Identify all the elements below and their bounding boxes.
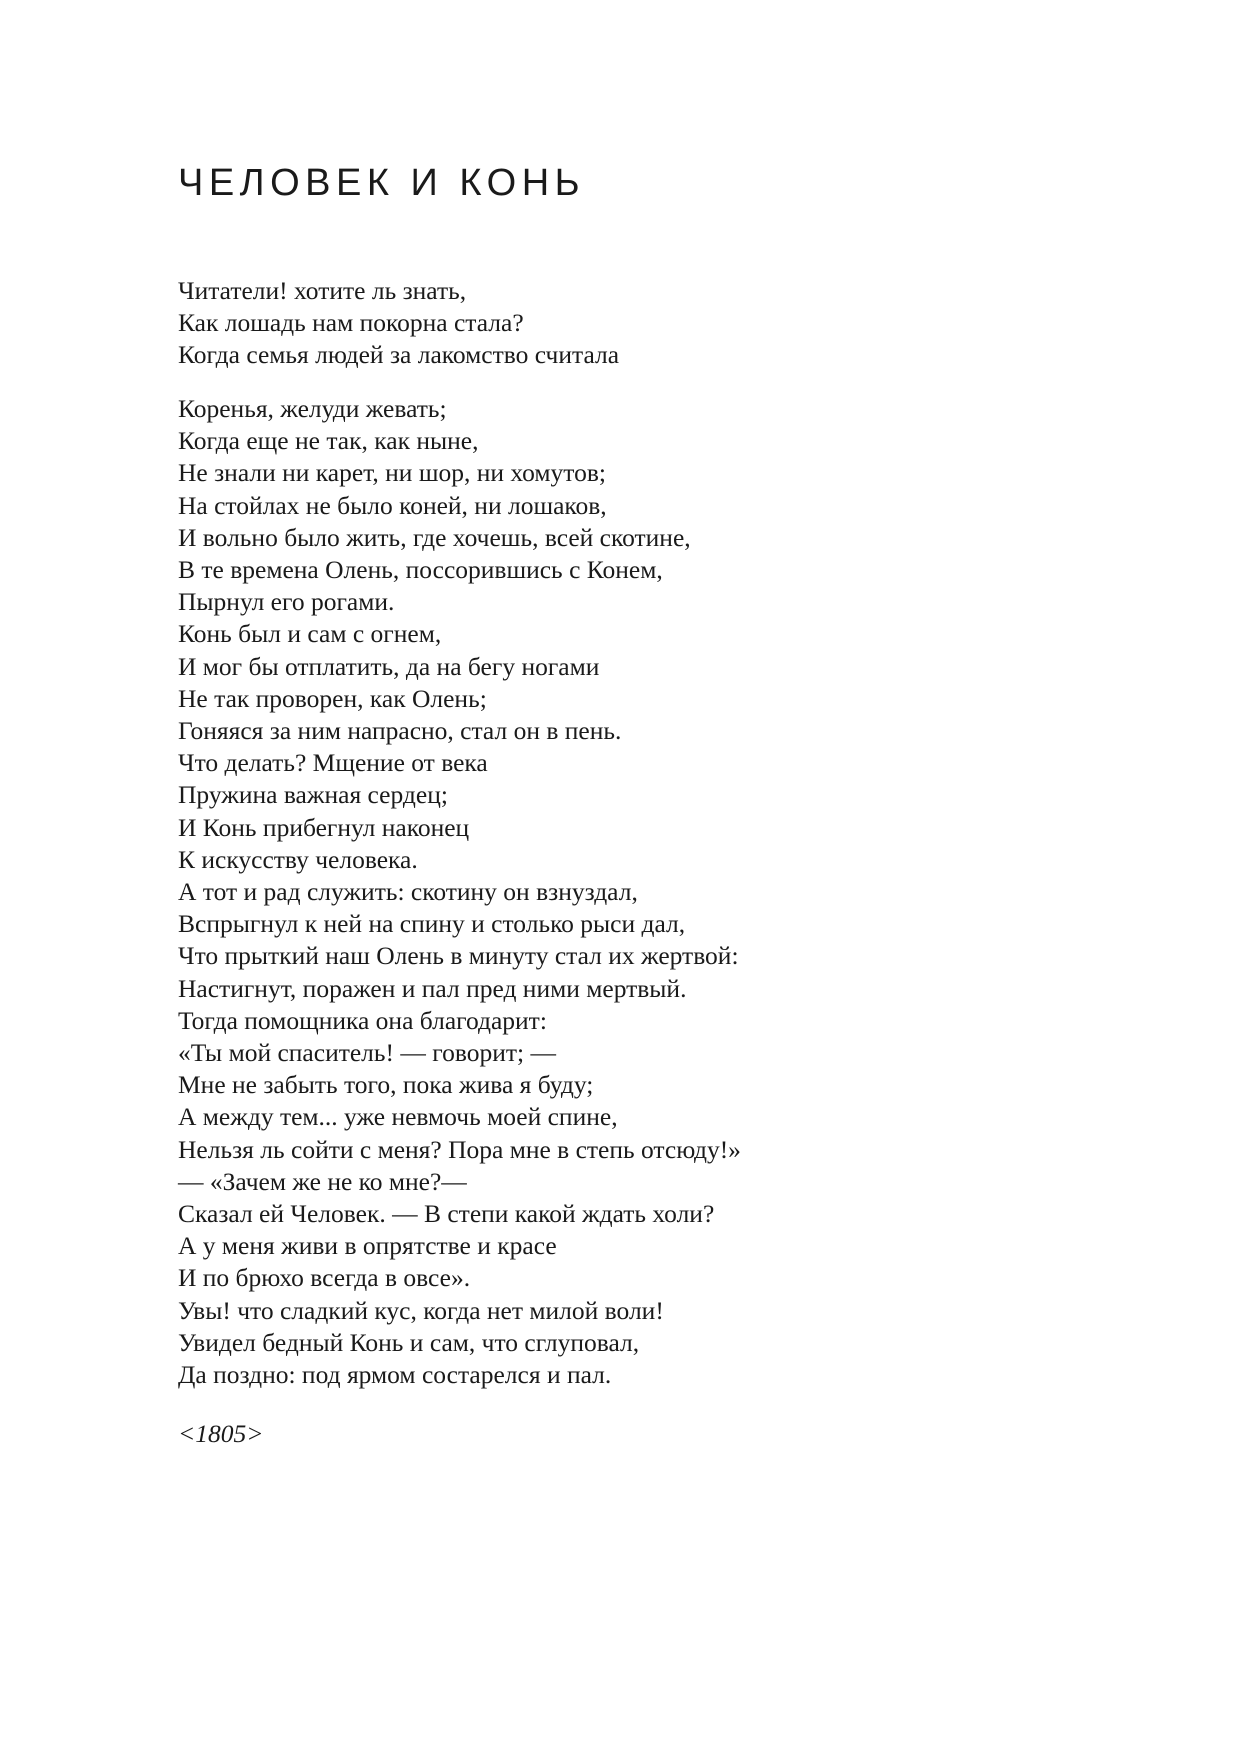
poem-line: Гоняяся за ним напрасно, стал он в пень. (178, 716, 622, 746)
poem-line: Когда семья людей за лакомство считала (178, 340, 620, 370)
poem-line: Не так проворен, как Олень; (178, 683, 487, 713)
poem-line: В те времена Олень, поссорившись с Конем, (178, 555, 663, 585)
poem-line: Сказал ей Человек. — В степи какой ждать холи? (178, 1199, 715, 1229)
poem-line: Не знали ни карет, ни шор, ни хомутов; (178, 458, 606, 488)
poem-line: Читатели! хотите ль знать, (178, 276, 467, 305)
stanza-2 (178, 393, 741, 1391)
poem-line: На стойлах не было коней, ни лошаков, (178, 490, 607, 520)
poem-line: Что прыткий наш Олень в минуту стал их жертвой: (178, 941, 739, 971)
poem-line: Когда еще не так, как ныне, (178, 426, 479, 456)
poem-line: Вспрыгнул к ней на спину и столько рыси дал, (178, 909, 686, 939)
poem-line: Пружина важная сердец; (178, 780, 448, 810)
poem-line: А между тем... уже невмочь моей спине, (178, 1102, 618, 1132)
poem-line: Что делать? Мщение от века (178, 748, 488, 778)
poem-title: ЧЕЛОВЕК И КОНЬ (178, 162, 586, 204)
poem-line: Увидел бедный Конь и сам, что сглуповал, (178, 1327, 640, 1357)
poem-line: Пырнул его рогами. (178, 587, 395, 617)
poem-line: Да поздно: под ярмом состарелся и пал. (178, 1360, 612, 1390)
poem-line: Нельзя ль сойти с меня? Пора мне в степь отсюду!» (178, 1134, 741, 1164)
poem-line: И вольно было жить, где хочешь, всей скотине, (178, 522, 691, 552)
poem-line: И мог бы отплатить, да на бегу ногами (178, 651, 600, 681)
poem-line: Настигнут, поражен и пал пред ними мертвый. (178, 973, 687, 1003)
poem-line: И по брюхо всегда в овсе». (178, 1263, 471, 1293)
document-page (178, 0, 1178, 1754)
poem-line: К искусству человека. (178, 844, 418, 874)
poem-line: И Конь прибегнул наконец (178, 812, 470, 842)
poem-line: Мне не забыть того, пока жива я буду; (178, 1070, 594, 1100)
poem-line: А у меня живи в опрятстве и красе (178, 1231, 557, 1261)
poem-line: Тогда помощника она благодарит: (178, 1005, 547, 1035)
poem-line: Как лошадь нам покорна стала? (178, 308, 524, 338)
poem-line: Увы! что сладкий кус, когда нет милой воли! (178, 1295, 664, 1325)
poem-line: Коренья, желуди жевать; (178, 394, 447, 423)
poem-line: А тот и рад служить: скотину он взнуздал, (178, 877, 638, 907)
poem-line: — «Зачем же не ко мне?— (178, 1166, 467, 1196)
poem-date: <1805> (178, 1419, 264, 1448)
poem-line: «Ты мой спаситель! — говорит; — (178, 1038, 556, 1068)
poem-line: Конь был и сам с огнем, (178, 619, 442, 649)
stanza-1 (178, 275, 619, 372)
